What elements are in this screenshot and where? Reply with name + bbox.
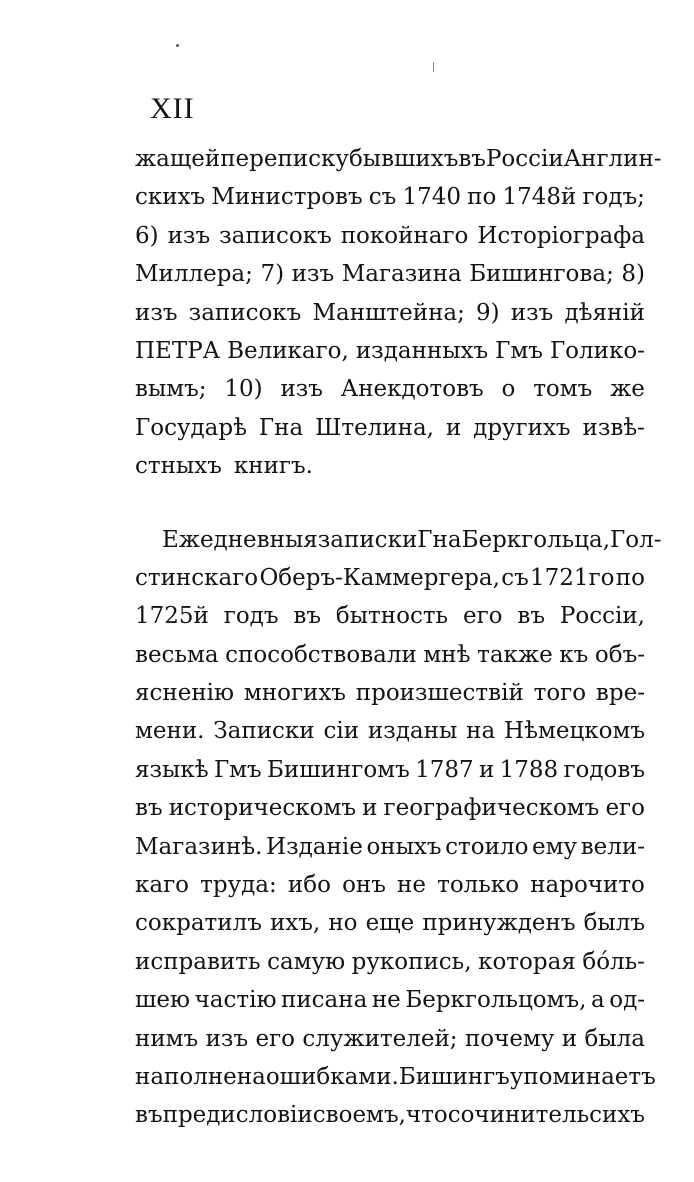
word: рукопись, (351, 948, 472, 975)
word: Государѣ (135, 414, 247, 441)
word: записокъ (188, 299, 302, 326)
word: ПЕТРА (135, 337, 221, 364)
text-line (135, 943, 645, 981)
word: только (437, 872, 520, 899)
word: Гмъ (213, 756, 262, 783)
word: изъ (135, 299, 178, 326)
text-line (135, 1096, 645, 1134)
text-line (135, 828, 645, 866)
word: съ (501, 564, 529, 591)
word: Министровъ (211, 184, 363, 211)
word: бывшихъ (348, 146, 459, 172)
word: не (397, 872, 426, 899)
word: Гол- (610, 526, 662, 553)
word: бόль- (582, 948, 645, 975)
text-line (135, 1020, 645, 1058)
word: сихъ (589, 1102, 645, 1129)
word: Гна (417, 526, 462, 553)
word: Беркгольца, (461, 526, 611, 553)
word: стоило (445, 833, 529, 860)
word: способствовали (225, 641, 417, 668)
text-line (135, 1058, 656, 1096)
text-line (135, 294, 645, 332)
word: переписку (220, 146, 349, 172)
word: Гмъ (495, 337, 543, 364)
word: Штелина, (315, 414, 434, 441)
word: Изданіе (266, 833, 363, 860)
word: служителей; (302, 1025, 458, 1052)
word: мени. (135, 718, 205, 745)
word: и (445, 414, 462, 441)
word: извѣ- (582, 414, 645, 441)
text-line (135, 217, 645, 255)
word: стинскаго (135, 564, 259, 591)
word: нимъ (135, 1025, 199, 1052)
word: Магазина (341, 261, 462, 288)
word: годъ; (582, 184, 645, 211)
text-line (135, 751, 645, 789)
word: же (610, 376, 645, 403)
word: 1721го (530, 564, 615, 591)
word: съ (368, 184, 397, 211)
word: 8) (621, 261, 645, 288)
word: его (255, 1025, 295, 1052)
ink-speck (433, 62, 434, 72)
word: упоминаетъ (509, 1063, 656, 1090)
word: что (405, 1102, 448, 1129)
word: нарочито (530, 872, 645, 899)
word: томъ (533, 376, 593, 403)
word: Нѣмецкомъ (504, 718, 645, 745)
word: его (605, 795, 645, 822)
word: вре- (595, 680, 645, 707)
text-line (135, 521, 662, 559)
word: Россіи, (559, 603, 645, 630)
word: Голико- (549, 337, 645, 364)
word: и (478, 756, 495, 783)
word: 6) (135, 222, 159, 249)
word: годъ (223, 603, 279, 630)
word: которая (478, 948, 576, 975)
word: Бишингова; (469, 261, 614, 288)
word: и (561, 1025, 578, 1052)
text-body (135, 140, 662, 1135)
word: Миллера; (135, 261, 253, 288)
word: вымъ; (135, 376, 207, 403)
word: скихъ (135, 184, 206, 211)
word: Магазинѣ. (135, 833, 263, 860)
word: также (477, 641, 553, 668)
word: частію (194, 987, 277, 1014)
word: наполнена (135, 1063, 266, 1090)
word: Беркгольцомъ, (405, 987, 587, 1014)
word: объ- (594, 641, 645, 668)
word: еще (365, 910, 415, 937)
word: въ (135, 795, 163, 822)
word: изъ (167, 222, 211, 249)
word: сочинитель (447, 1102, 590, 1129)
word: мнѣ (423, 641, 471, 668)
word: предисловіи (162, 1102, 313, 1129)
word: была (584, 1025, 645, 1052)
text-line (135, 140, 662, 178)
word: изъ (291, 261, 335, 288)
word: изъ (205, 1025, 249, 1052)
word: ясненію (135, 680, 235, 707)
word: каго (135, 872, 189, 899)
word: географическомъ (383, 795, 600, 822)
text-line (135, 597, 645, 635)
word: онъ (342, 872, 386, 899)
word: 7) (260, 261, 285, 288)
word: весьма (135, 641, 219, 668)
word: но (328, 910, 358, 937)
word: 1748й (502, 184, 577, 211)
word: 10) (224, 376, 263, 403)
word: Бишингъ (398, 1063, 510, 1090)
paragraph-gap (135, 486, 645, 521)
word: 1788 (499, 756, 559, 783)
text-line (135, 447, 645, 485)
word: бытность (335, 603, 449, 630)
text-line (135, 712, 645, 750)
word: а (590, 987, 605, 1014)
text-line (135, 904, 645, 942)
text-line (135, 866, 645, 904)
text-line (135, 674, 645, 712)
word: книгъ. (233, 453, 313, 480)
word: од- (609, 987, 645, 1014)
word: вели- (580, 833, 645, 860)
word: многихъ (243, 680, 346, 707)
word: изъ (510, 299, 554, 326)
word: 1787 (415, 756, 474, 783)
word: его (462, 603, 503, 630)
word: изданы (367, 718, 458, 745)
word: ошибками. (265, 1063, 399, 1090)
word: принужденъ (422, 910, 576, 937)
word: не (371, 987, 401, 1014)
word: Гна (258, 414, 304, 441)
text-line (135, 981, 645, 1019)
word: изъ (280, 376, 323, 403)
text-line (135, 409, 645, 447)
word: изданныхъ (355, 337, 489, 364)
word: къ (559, 641, 589, 668)
word: произшествій (355, 680, 524, 707)
word: Оберъ-Каммергера, (259, 564, 500, 591)
word: писана (281, 987, 368, 1014)
word: Записки (213, 718, 315, 745)
ink-speck (176, 44, 179, 47)
word: годовъ (563, 756, 645, 783)
text-line (135, 559, 645, 597)
word: того (533, 680, 587, 707)
word: сіи (323, 718, 360, 745)
word: другихъ (473, 414, 571, 441)
word: Исторіографа (477, 222, 645, 249)
word: о (501, 376, 516, 403)
word: жащей (135, 146, 221, 172)
word: дѣяній (564, 299, 645, 326)
word: въ (458, 146, 486, 172)
word: 1740 (402, 184, 461, 211)
text-line (135, 178, 645, 216)
word: покойнаго (340, 222, 469, 249)
word: по (467, 184, 497, 211)
word: Анекдотовъ (340, 376, 484, 403)
word: по (615, 564, 645, 591)
word: языкѣ (135, 756, 209, 783)
word: на (466, 718, 496, 745)
word: Ежедневныя (162, 526, 318, 553)
word: 1725й (135, 603, 209, 630)
word: сократилъ (135, 910, 262, 937)
word: историческомъ (168, 795, 356, 822)
page-number: XII (150, 92, 195, 125)
word: Россіи (485, 146, 564, 172)
word: въ (135, 1102, 163, 1129)
word: Манштейна; (312, 299, 465, 326)
word: и (362, 795, 378, 822)
word: былъ (583, 910, 645, 937)
word: самую (267, 948, 346, 975)
word: записокъ (219, 222, 332, 249)
text-line (135, 636, 645, 674)
word: ихъ, (269, 910, 321, 937)
word: ему (532, 833, 578, 860)
text-line (135, 789, 645, 827)
word: записки (317, 526, 418, 553)
word: въ (517, 603, 545, 630)
word: исправить (135, 948, 261, 975)
text-line (135, 255, 645, 293)
word: шею (135, 987, 191, 1014)
text-line (135, 332, 645, 370)
word: труда: (200, 872, 277, 899)
word: стныхъ (135, 453, 222, 480)
word: оныхъ (366, 833, 442, 860)
word: своемъ, (312, 1102, 406, 1129)
word: 9) (476, 299, 500, 326)
word: ибо (287, 872, 331, 899)
word: Великаго, (227, 337, 349, 364)
word: въ (293, 603, 321, 630)
word: почему (464, 1025, 555, 1052)
paragraph (135, 140, 662, 486)
word: Бишингомъ (267, 756, 410, 783)
paragraph (135, 521, 662, 1135)
text-line (135, 370, 645, 408)
word: Англин- (563, 146, 662, 172)
